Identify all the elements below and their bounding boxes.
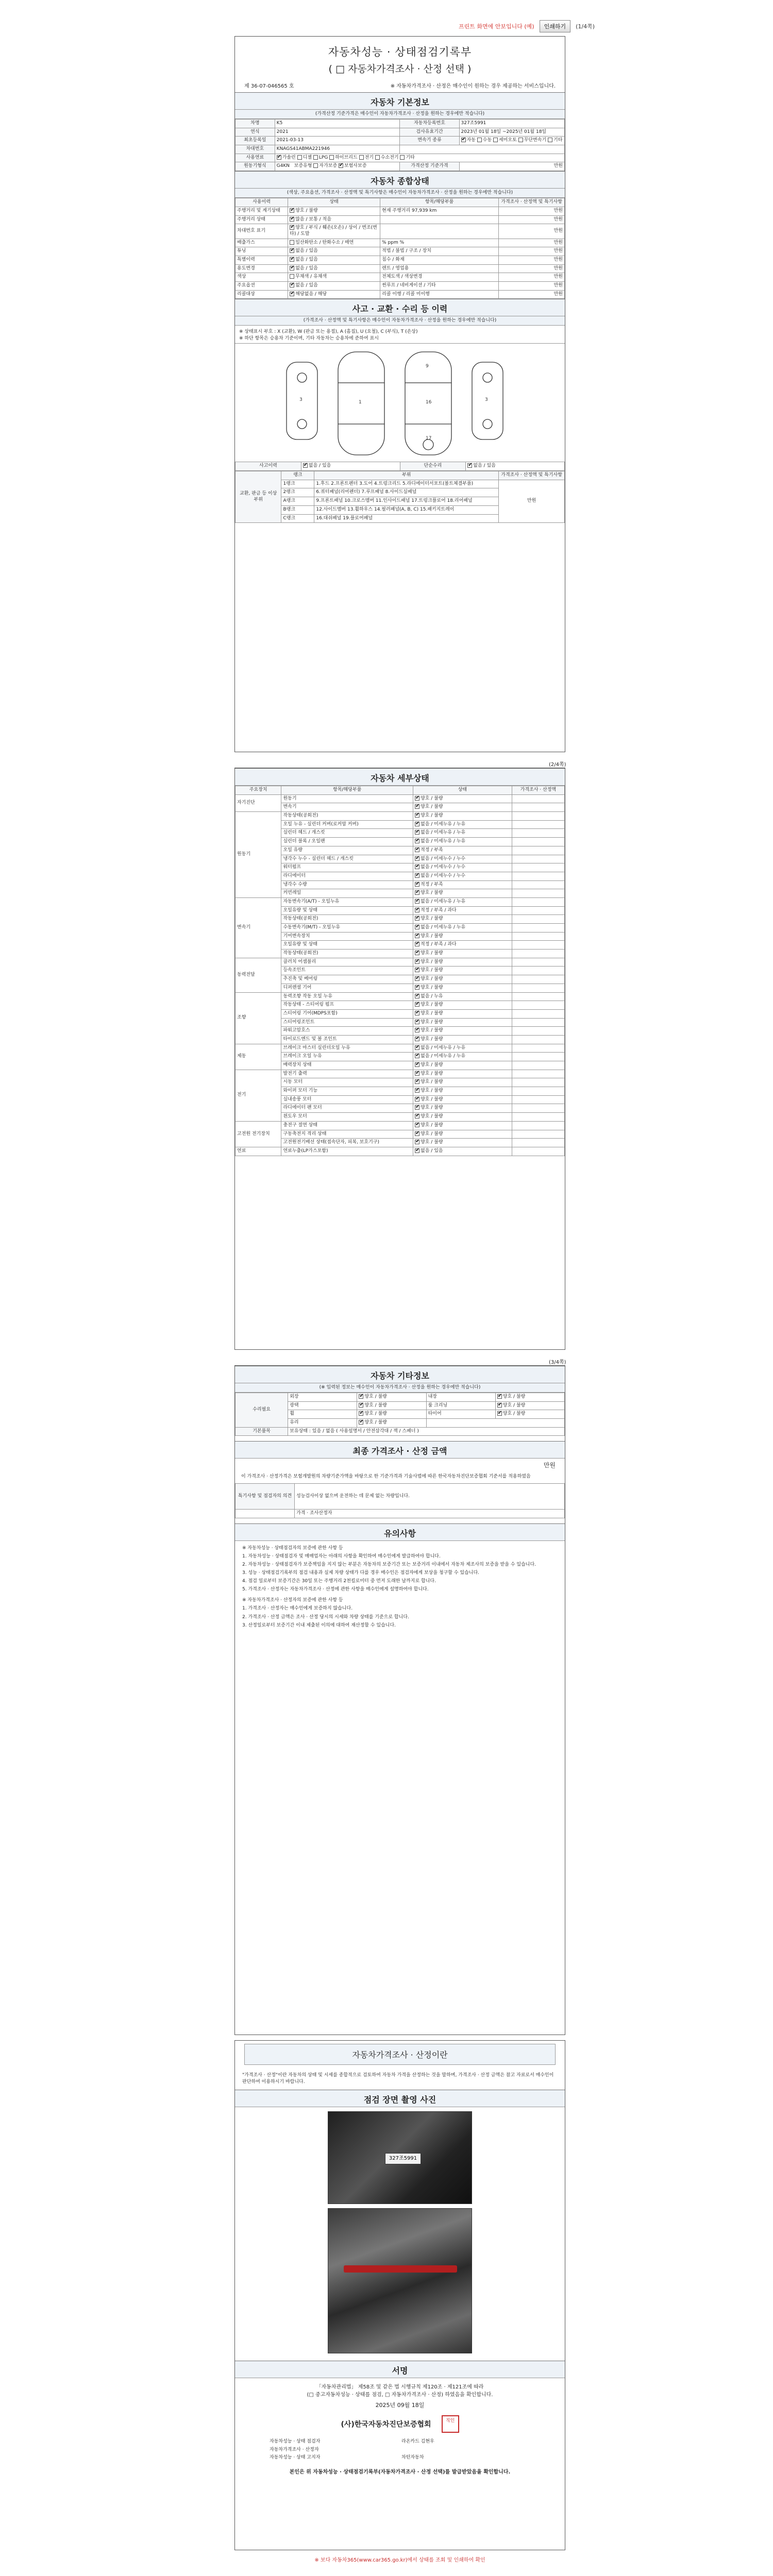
table-row bbox=[236, 863, 565, 872]
overall-table: 사용이력 상태 항목/해당부품 가격조사 · 산정액 및 특기사항 주행거리 및 계기상태 ✔ 양호 / 불량 현재 주행거리 97,939 km 만원 주행거리 상태 ✔ 많음 / 보통 / 적음 만원 차대번호 표기 ✔양호 / 부식 / 훼손(오손) / 상이 / 변조(변타) / 도말 만원 배출가스 일산화탄소 / 탄화수소 / 매연 % ppm % 만원 튜닝 ✔ 없음 / 있음 적법 / 불법 / 구조 / 장치 만원 특별이력 ✔ 없음 / 있음 침수 / 화재 만원 용도변경 ✔ 없음 / 있음 렌트 / 영업용 만원 색상 무채색 / 유채색 전체도색 / 색상변경 만원 주요옵션 ✔ 없음 / 있음 썬루프 / 네비게이션 / 기타 만원 리콜대상 ✔ 해당없음 / 해당 리콜 이행 / 리콜 미이행 만원 bbox=[235, 198, 565, 299]
table-row bbox=[236, 872, 565, 880]
table-row bbox=[236, 1061, 565, 1070]
item-label: 작동상태(공회전) bbox=[281, 915, 413, 924]
item-label: 실린더 헤드 / 개스킷 bbox=[281, 829, 413, 838]
page-2 bbox=[234, 768, 565, 1350]
table-row: 튜닝 ✔ 없음 / 있음 적법 / 불법 / 구조 / 장치 만원 bbox=[236, 247, 565, 256]
table-row bbox=[236, 1035, 565, 1044]
item-label: 워터펌프 bbox=[281, 863, 413, 872]
table-row: 리콜대상 ✔ 해당없음 / 해당 리콜 이행 / 리콜 미이행 만원 bbox=[236, 290, 565, 299]
table-row: A랭크 9.프론트패널 10.크로스멤버 11.인사이드패널 17.트렁크플로어 18.리어패널 bbox=[236, 497, 565, 506]
car365-link[interactable]: ※ 보다 자동차365(www.car365.go.kr)에서 상태를 조회 및 인쇄하여 확인 bbox=[314, 2557, 485, 2563]
item-state: 없음 / 미세누수 / 누수 bbox=[421, 865, 466, 870]
item-label: 오일 유량 bbox=[281, 846, 413, 855]
item-state: 양호 / 불량 bbox=[421, 1062, 443, 1067]
table-row bbox=[236, 984, 565, 992]
item-label: 스티어링조인트 bbox=[281, 1018, 413, 1027]
item-state: 없음 / 있음 bbox=[421, 1148, 443, 1154]
table-row bbox=[236, 1130, 565, 1139]
table-row bbox=[236, 855, 565, 863]
item-state: 양호 / 불량 bbox=[421, 985, 443, 990]
svg-text:1: 1 bbox=[359, 400, 362, 405]
group-label: 변속기 bbox=[236, 897, 281, 958]
table-row bbox=[236, 1104, 565, 1113]
group-label: 고전원 전기장치 bbox=[236, 1121, 281, 1147]
table-row: 주행거리 및 계기상태 ✔ 양호 / 불량 현재 주행거리 97,939 km 만원 bbox=[236, 207, 565, 215]
roles-table: 자동차성능 · 상태 점검자 라온카드 김현우 자동차가격조사 · 산정자 자동차성능 · 상태 고지자 차턴자동차 bbox=[270, 2439, 434, 2461]
item-state: 양호 / 불량 bbox=[421, 1002, 443, 1008]
overall-title: 자동차 종합상태 bbox=[235, 171, 565, 189]
table-row bbox=[236, 924, 565, 933]
footer-note: 본인은 위 자동차성능 · 상태점검기록부(자동차가격조사 · 산정 선택)를 발급받았음을 확인합니다. bbox=[289, 2469, 511, 2476]
price-box-text: "가격조사 · 산정"이란 자동차의 상태 및 시세를 종합적으로 검토하여 자동차 가격을 산정하는 것을 말하며, 가격조사 · 산정 금액은 참고 자료로서 매수인이 판단하여 이용하시기 바랍니다. bbox=[242, 2073, 554, 2085]
item-state: 양호 / 불량 bbox=[421, 1096, 443, 1102]
item-label: 브레이크 오일 누유 bbox=[281, 1053, 413, 1061]
final-price-unit: 만원 bbox=[543, 1462, 556, 1469]
table-row bbox=[236, 1009, 565, 1018]
accident-sub: (가격조사 · 산정액 및 특기사항은 매수인이 자동차가격조사 · 산정을 원하는 경우에만 적습니다) bbox=[235, 316, 565, 326]
item-label: 작동상태(공회전) bbox=[281, 812, 413, 821]
item-state: 양호 / 불량 bbox=[421, 933, 443, 939]
price-box-title: 자동차가격조사 · 산정이란 bbox=[244, 2044, 556, 2065]
item-state: 적정 / 부족 / 과다 bbox=[421, 907, 457, 913]
item-label: 변속기 bbox=[281, 803, 413, 812]
item-state: 양호 / 불량 bbox=[421, 916, 443, 922]
caution-title: 유의사항 bbox=[235, 1523, 565, 1541]
item-label: 자동변속기(A/T) - 오일누유 bbox=[281, 897, 413, 906]
item-label: 충전구 절연 상태 bbox=[281, 1121, 413, 1130]
sign-date: 2025년 09월 18일 bbox=[375, 2402, 425, 2409]
item-label: 기어변속장치 bbox=[281, 932, 413, 941]
table-row bbox=[236, 950, 565, 958]
table-row: 배출가스 일산화탄소 / 탄화수소 / 매연 % ppm % 만원 bbox=[236, 239, 565, 247]
item-label: 오일유량 및 상태 bbox=[281, 906, 413, 915]
org-name: (사)한국자동차진단보증협회 bbox=[341, 2420, 431, 2429]
item-state: 양호 / 불량 bbox=[421, 1114, 443, 1120]
inspection-photo bbox=[328, 2111, 472, 2204]
group-label: 조향 bbox=[236, 992, 281, 1044]
item-state: 없음 / 미세누수 / 누수 bbox=[421, 873, 466, 878]
item-label: 브레이크 마스터 실린더오일 누유 bbox=[281, 1044, 413, 1053]
item-label: 라디에이터 팬 모터 bbox=[281, 1104, 413, 1113]
fuel-options: ✔ 가솔린 디젤 LPG 하이브리드 전기 수소전기 기타 bbox=[275, 154, 564, 162]
group-label: 제동 bbox=[236, 1044, 281, 1070]
table-row bbox=[236, 846, 565, 855]
table-row: 주요옵션 ✔ 없음 / 있음 썬루프 / 네비게이션 / 기타 만원 bbox=[236, 282, 565, 291]
item-state: 양호 / 불량 bbox=[421, 795, 443, 801]
item-label: 실린더 블록 / 오일팬 bbox=[281, 838, 413, 846]
page-3-label: (3/4쪽) bbox=[549, 1360, 566, 1365]
table-row: 차대번호 표기 ✔양호 / 부식 / 훼손(오손) / 상이 / 변조(변타) / 도말 만원 bbox=[236, 224, 565, 239]
item-state: 없음 / 미세누유 / 누유 bbox=[421, 839, 466, 844]
page-1 bbox=[234, 36, 565, 752]
item-state: 양호 / 불량 bbox=[421, 1036, 443, 1042]
table-row: 색상 무채색 / 유채색 전체도색 / 색상변경 만원 bbox=[236, 273, 565, 282]
item-label: 시동 모터 bbox=[281, 1078, 413, 1087]
group-label: 연료 bbox=[236, 1147, 281, 1156]
item-state: 적정 / 부족 bbox=[421, 847, 443, 853]
item-label: 등속조인트 bbox=[281, 967, 413, 975]
group-label: 전기 bbox=[236, 1070, 281, 1121]
detail-table: 주요장치 항목/해당부품 상태 가격조사 · 산정액 자기진단 원동기 ✔ 양호 / 불량 변속기 ✔ 양호 / 불량 원동기 작동상태(공회전) ✔ 양호 / 불량 오일 누유 - 실린더 커버(로커암 커버) ✔ 없음 / 미세누유 / 누유 실린더 헤드 / 개스킷 ✔ 없음 / 미세누유 / 누유 실린더 블록 / 오일팬 ✔ 없음 / 미세누유 / 누유 오일 유량 ✔ 적정 / 부족 냉각수 누수 - 실린더 헤드 / 개스킷 ✔ 없음 / 미세누수 / 누수 워터펌프 ✔ 없음 / 미세누수 / 누수 라디에이터 ✔ 없음 / 미세누수 / 누수 냉각수 수량 ✔ 적정 / 부족 커먼레일 ✔ 양호 / 불량 변속기 자동변속기(A/T) - 오일누유 ✔ 없음 / 미세누유 / 누유 오일유량 및 상태 ✔ 적정 / 부족 / 과다 작동상태(공회전) ✔ 양호 / 불량 수동변속기(M/T) - 오일누유 ✔ 없음 / 미세누유 / 누유 기어변속장치 ✔ 양호 / 불량 오일유량 및 상태 ✔ 적정 / 부족 / 과다 작동상태(공회전) ✔ 양호 / 불량 동력전달 클러치 어셈블리 ✔ 양호 / 불량 등속조인트 ✔ 양호 / 불량 추진축 및 베어링 ✔ 양호 / 불량 디퍼렌셜 기어 ✔ 양호 / 불량 조향 동력조향 작동 오일 누유 ✔ 없음 / 누유 작동상태 - 스티어링 펌프 ✔ 양호 / 불량 스티어링 기어(MDPS포함) ✔ 양호 / 불량 스티어링조인트 ✔ 양호 / 불량 파워고압호스 ✔ 양호 / 불량 타이로드엔드 및 볼 조인트 ✔ 양호 / 불량 제동 브레이크 마스터 실린더오일 누유 ✔ 없음 / 미세누유 / 누유 브레이크 오일 누유 ✔ 없음 / 미세누유 / 누유 배력장치 상태 ✔ 양호 / 불량 전기 발전기 출력 ✔ 양호 / 불량 시동 모터 ✔ 양호 / 불량 와이퍼 모터 기능 ✔ 양호 / 불량 실내송풍 모터 ✔ 양호 / 불량 라디에이터 팬 모터 ✔ 양호 / 불량 윈도우 모터 ✔ 양호 / 불량 고전원 전기장치 충전구 절연 상태 ✔ 양호 / 불량 구동축전지 격리 상태 ✔ 양호 / 불량 고전원전기배선 상태(접속단자, 피복, 보호기구) ✔ 양호 / 불량 연료 연료누출(LP가스포함) ✔ 없음 / 있음 bbox=[235, 786, 565, 1156]
item-label: 냉각수 누수 - 실린더 헤드 / 개스킷 bbox=[281, 855, 413, 863]
item-label: 수동변속기(M/T) - 오일누유 bbox=[281, 924, 413, 933]
accident-note: ※ 하단 항목은 승용차 기준이며, 기타 자동차는 승용차에 준하여 표시 bbox=[239, 336, 379, 342]
overall-sub: (색상, 주요옵션, 가격조사 · 산정액 및 특기사항은 매수인이 자동차가격조사 · 산정을 원하는 경우에만 적습니다) bbox=[235, 189, 565, 198]
other-sub: (※ 입력된 정보는 매수인이 자동차가격조사 · 산정을 원하는 경우에만 적습니다) bbox=[235, 1383, 565, 1393]
table-row bbox=[236, 889, 565, 898]
group-label: 동력전달 bbox=[236, 958, 281, 992]
table-row bbox=[236, 1121, 565, 1130]
item-state: 양호 / 불량 bbox=[421, 1140, 443, 1145]
item-state: 없음 / 미세누유 / 누유 bbox=[421, 821, 466, 827]
item-label: 냉각수 수량 bbox=[281, 880, 413, 889]
table-row bbox=[236, 897, 565, 906]
final-price-title: 최종 가격조사 · 산정 금액 bbox=[235, 1441, 565, 1459]
table-row bbox=[236, 1018, 565, 1027]
item-state: 없음 / 미세누유 / 누유 bbox=[421, 925, 466, 930]
svg-text:3: 3 bbox=[299, 397, 303, 403]
item-state: 양호 / 불량 bbox=[421, 813, 443, 819]
svg-text:16: 16 bbox=[426, 400, 432, 405]
item-state: 적정 / 부족 / 과다 bbox=[421, 942, 457, 947]
doc-note: ※ 자동차가격조사 · 산정은 매수인이 원하는 경우 제공하는 서비스입니다. bbox=[390, 83, 556, 89]
item-state: 적정 / 부족 bbox=[421, 882, 443, 887]
car-rear-photo bbox=[328, 2112, 472, 2204]
table-row bbox=[236, 992, 565, 1001]
table-row bbox=[236, 975, 565, 984]
item-state: 양호 / 불량 bbox=[421, 951, 443, 956]
item-label: 구동축전지 격리 상태 bbox=[281, 1130, 413, 1139]
opinion-table: 특기사항 및 점검자의 의견 성능검사이상 없으며 운전하는 데 문제 없는 차량입니다. 가격 · 조사산정자 bbox=[235, 1483, 565, 1518]
table-row bbox=[236, 1147, 565, 1156]
toolbar bbox=[459, 20, 675, 33]
item-label: 클러치 어셈블리 bbox=[281, 958, 413, 967]
final-price-desc: 이 가격조사 · 산정가격은 보험개발원의 차량기준가액을 바탕으로 한 기준가격과 기술사법에 따른 한국자동차진단보증협회 기준서를 적용하였음 bbox=[241, 1474, 531, 1480]
item-label: 작동상태 - 스티어링 펌프 bbox=[281, 1001, 413, 1010]
table-row bbox=[236, 967, 565, 975]
item-label: 작동상태(공회전) bbox=[281, 950, 413, 958]
table-row bbox=[236, 838, 565, 846]
accident-summary-table: 사고이력 ✔ 없음 / 있음 단순수리 ✔ 없음 / 있음 bbox=[235, 462, 565, 471]
table-row bbox=[236, 1053, 565, 1061]
table-row bbox=[236, 915, 565, 924]
table-row bbox=[236, 1027, 565, 1036]
table-row bbox=[236, 958, 565, 967]
other-title: 자동차 기타정보 bbox=[235, 1366, 565, 1383]
item-state: 없음 / 누유 bbox=[421, 993, 443, 999]
item-state: 없음 / 미세누유 / 누유 bbox=[421, 899, 466, 904]
item-state: 양호 / 불량 bbox=[421, 804, 443, 810]
inspection-photo bbox=[328, 2208, 472, 2353]
table-row bbox=[236, 906, 565, 915]
table-row bbox=[236, 1001, 565, 1010]
item-label: 스티어링 기어(MDPS포함) bbox=[281, 1009, 413, 1018]
item-label: 와이퍼 모터 기능 bbox=[281, 1087, 413, 1096]
car-rear-photo bbox=[328, 2209, 472, 2353]
table-row: 주행거리 상태 ✔ 많음 / 보통 / 적음 만원 bbox=[236, 215, 565, 224]
item-label: 추진축 및 베어링 bbox=[281, 975, 413, 984]
item-label: 동력조향 작동 오일 누유 bbox=[281, 992, 413, 1001]
item-state: 양호 / 불량 bbox=[421, 976, 443, 982]
item-state: 양호 / 불량 bbox=[421, 1122, 443, 1128]
table-row: 용도변경 ✔ 없음 / 있음 렌트 / 영업용 만원 bbox=[236, 264, 565, 273]
item-state: 양호 / 불량 bbox=[421, 1019, 443, 1025]
table-row bbox=[236, 941, 565, 950]
car-outline-icon bbox=[276, 347, 524, 460]
item-state: 양호 / 불량 bbox=[421, 1010, 443, 1016]
svg-text:9: 9 bbox=[426, 364, 429, 369]
page-indicator: (1/4쪽) bbox=[576, 23, 595, 30]
svg-text:3: 3 bbox=[485, 397, 488, 403]
sign-title: 서명 bbox=[235, 2361, 565, 2378]
group-label: 자기진단 bbox=[236, 794, 281, 811]
table-row bbox=[236, 1113, 565, 1122]
svg-text:17: 17 bbox=[426, 436, 432, 442]
taillight bbox=[344, 2265, 457, 2273]
table-row bbox=[236, 880, 565, 889]
item-label: 발전기 출력 bbox=[281, 1070, 413, 1078]
sign-text: (□ 중고자동차성능 · 상태를 점검, □ 자동차가격조사 · 산정) 하였음을 확인합니다. bbox=[307, 2392, 493, 2398]
item-label: 오일 누유 - 실린더 커버(로커암 커버) bbox=[281, 820, 413, 829]
table-row bbox=[236, 820, 565, 829]
exchange-table: 교환, 판금 등 이상 부위 랭크 부위 가격조사 · 산정액 및 특기사항 1랭크 1.후드 2.프론트펜더 3.도어 4.트렁크리드 5.라디에이터서포트(볼트체결부품) 만원 2랭크 6.쿼터패널(리어펜더) 7.루프패널 8.사이드실패널 A랭크 9.프론트패널 10.크로스멤버 11.인사이드패널 17.트렁크플로어 18.리어패널 B랭크 12.사이드멤버 13.휠하우스 14.필러패널(A, B, C) 15.패키지트레이 C랭크 16.대쉬패널 19.플로어패널 bbox=[235, 471, 565, 523]
table-row bbox=[236, 932, 565, 941]
item-state: 양호 / 불량 bbox=[421, 1079, 443, 1085]
table-row bbox=[236, 829, 565, 838]
repair-table: 수리필요 외장 ✔ 양호 / 불량 내장 ✔ 양호 / 불량 광택 ✔ 양호 / 불량 룸 크리닝 ✔ 양호 / 불량 휠 ✔ 양호 / 불량 타이어 ✔ 양호 / 불량 유리 ✔ 양호 / 불량 기본품목 보유상태 : 있음 / 없음 ( 사용설명서 / 안전삼각대 / 잭 / 스패너 ) bbox=[235, 1393, 565, 1436]
item-state: 양호 / 불량 bbox=[421, 968, 443, 973]
item-state: 없음 / 미세누유 / 누유 bbox=[421, 830, 466, 836]
doc-subtitle: ( □ 자동차가격조사 · 산정 선택 ) bbox=[328, 63, 472, 75]
org-row bbox=[235, 2413, 565, 2435]
item-label: 타이로드엔드 및 볼 조인트 bbox=[281, 1035, 413, 1044]
page-2-label: (2/4쪽) bbox=[549, 762, 566, 768]
table-row bbox=[236, 1095, 565, 1104]
accident-title: 사고 · 교환 · 수리 등 이력 bbox=[235, 299, 565, 316]
detail-title: 자동차 세부상태 bbox=[235, 768, 565, 786]
item-label: 실내송풍 모터 bbox=[281, 1095, 413, 1104]
item-state: 양호 / 불량 bbox=[421, 1088, 443, 1094]
table-row: 1랭크 1.후드 2.프론트펜더 3.도어 4.트렁크리드 5.라디에이터서포트(볼트체결부품) 만원 bbox=[236, 480, 565, 488]
print-notice: 프린트 화면에 안보입니다 (예) bbox=[459, 23, 534, 30]
item-label: 파워고압호스 bbox=[281, 1027, 413, 1036]
table-row bbox=[236, 1078, 565, 1087]
item-state: 양호 / 불량 bbox=[421, 1071, 443, 1076]
group-label: 원동기 bbox=[236, 812, 281, 898]
photo-title: 점검 장면 촬영 사진 bbox=[235, 2090, 565, 2107]
table-row bbox=[236, 1139, 565, 1147]
page-3 bbox=[234, 1365, 565, 2035]
table-row: 특별이력 ✔ 없음 / 있음 침수 / 화재 만원 bbox=[236, 256, 565, 264]
basic-info-sub: (가격산정 기준가격은 매수인이 자동차가격조사 · 산정을 원하는 경우에만 적습니다) bbox=[235, 110, 565, 119]
doc-title: 자동차성능 · 상태점검기록부 bbox=[328, 46, 472, 58]
item-label: 윈도우 모터 bbox=[281, 1113, 413, 1122]
doc-number: 제 36-07-046565 호 bbox=[244, 83, 294, 89]
item-label: 고전원전기배선 상태(접속단자, 피복, 보호기구) bbox=[281, 1139, 413, 1147]
org-stamp-icon: 직인 bbox=[442, 2415, 459, 2433]
caution-body: ※ 자동차성능 · 상태점검자의 보증에 관한 사항 등 1. 자동차성능 · 상태점검자 및 매매업자는 아래의 사항을 확인하여 매수인에게 발급하여야 합니다. 2. 자동차성능 · 상태점검자가 보증책임을 지지 않는 부분은 자동차의 보증기간 또는 보증거리 이내에서 자동차 제조사의 보증을 받을 수 있습니다. 3. 성능 · 상태점검기록부의 점검 내용과 실제 차량 상태가 다를 경우 매수인은 점검자에게 보상을 청구할 수 있습니다. 4. 점검 일로부터 보증기간은 30일 또는 주행거리 2천킬로미터 중 먼저 도래한 날까지로 합니다. 5. 가격조사 · 산정자는 자동차가격조사 · 산정에 관한 사항을 매수인에게 설명하여야 합니다. ※ 자동차가격조사 · 산정자의 보증에 관한 사항 등 1. 가격조사 · 산정자는 매수인에게 보증하지 않습니다. 2. 가격조사 · 산정 금액은 조사 · 산정 당시의 시세와 차량 상태를 기준으로 합니다. 3. 산정일로부터 보증기간 이내 제출된 이의에 대하여 재산정할 수 있습니다. bbox=[242, 1546, 536, 1628]
item-label: 라디에이터 bbox=[281, 872, 413, 880]
transmission-options: ✔ 자동 수동 세미오토 무단변속기 기타 bbox=[459, 137, 565, 145]
table-row: B랭크 12.사이드멤버 13.휠하우스 14.필러패널(A, B, C) 15.패키지트레이 bbox=[236, 505, 565, 514]
accident-note: ※ 상태표시 부호 : X (교환), W (판금 또는 용접), A (흠집), U (요철), C (부식), T (손상) bbox=[239, 329, 418, 335]
table-row bbox=[236, 794, 565, 803]
basic-info-title: 자동차 기본정보 bbox=[235, 92, 565, 110]
item-label: 원동기 bbox=[281, 794, 413, 803]
print-button[interactable]: 인쇄하기 bbox=[540, 20, 571, 32]
item-state: 없음 / 미세누유 / 누유 bbox=[421, 1054, 466, 1059]
license-plate: 327조5991 bbox=[385, 2153, 421, 2164]
item-state: 양호 / 불량 bbox=[421, 959, 443, 964]
item-state: 양호 / 불량 bbox=[421, 890, 443, 896]
table-row: 2랭크 6.쿼터패널(리어펜더) 7.루프패널 8.사이드실패널 bbox=[236, 488, 565, 497]
item-state: 없음 / 미세누유 / 누유 bbox=[421, 1045, 466, 1050]
table-row bbox=[236, 812, 565, 821]
item-label: 오일유량 및 상태 bbox=[281, 941, 413, 950]
car-diagram bbox=[235, 343, 565, 462]
item-label: 연료누출(LP가스포함) bbox=[281, 1147, 413, 1156]
basic-info-table: 차명 K5 자동차등록번호 327조5991 연식 2021 검사유효기간 2023년 01월 18일 ~2025년 01월 18일 최초등록일 2021-03-13 변속기 종류 ✔ 자동 수동 세미오토 무단변속기 기타 차대번호 KNAGS41ABMA221946 사용연료 ✔ 가솔린 디젤 LPG 하이브리드 전기 수소전기 기타 원동기형식 G4KN 보증유형 자가보증 ✔ 보험사보증 가격산정 기준가격 만원 bbox=[235, 119, 565, 171]
item-label: 디퍼렌셜 기어 bbox=[281, 984, 413, 992]
item-state: 양호 / 불량 bbox=[421, 1105, 443, 1111]
table-row: C랭크 16.대쉬패널 19.플로어패널 bbox=[236, 514, 565, 523]
item-state: 없음 / 미세누수 / 누수 bbox=[421, 856, 466, 861]
item-state: 양호 / 불량 bbox=[421, 1028, 443, 1033]
table-row bbox=[236, 803, 565, 812]
item-label: 커먼레일 bbox=[281, 889, 413, 898]
table-row bbox=[236, 1087, 565, 1096]
sign-text: 「자동차관리법」 제58조 및 같은 법 시행규칙 제120조 · 제121조에 따라 bbox=[316, 2384, 484, 2391]
item-state: 양호 / 불량 bbox=[421, 1131, 443, 1137]
item-label: 배력장치 상태 bbox=[281, 1061, 413, 1070]
page-4 bbox=[234, 2040, 565, 2550]
table-row bbox=[236, 1070, 565, 1078]
table-row bbox=[236, 1044, 565, 1053]
